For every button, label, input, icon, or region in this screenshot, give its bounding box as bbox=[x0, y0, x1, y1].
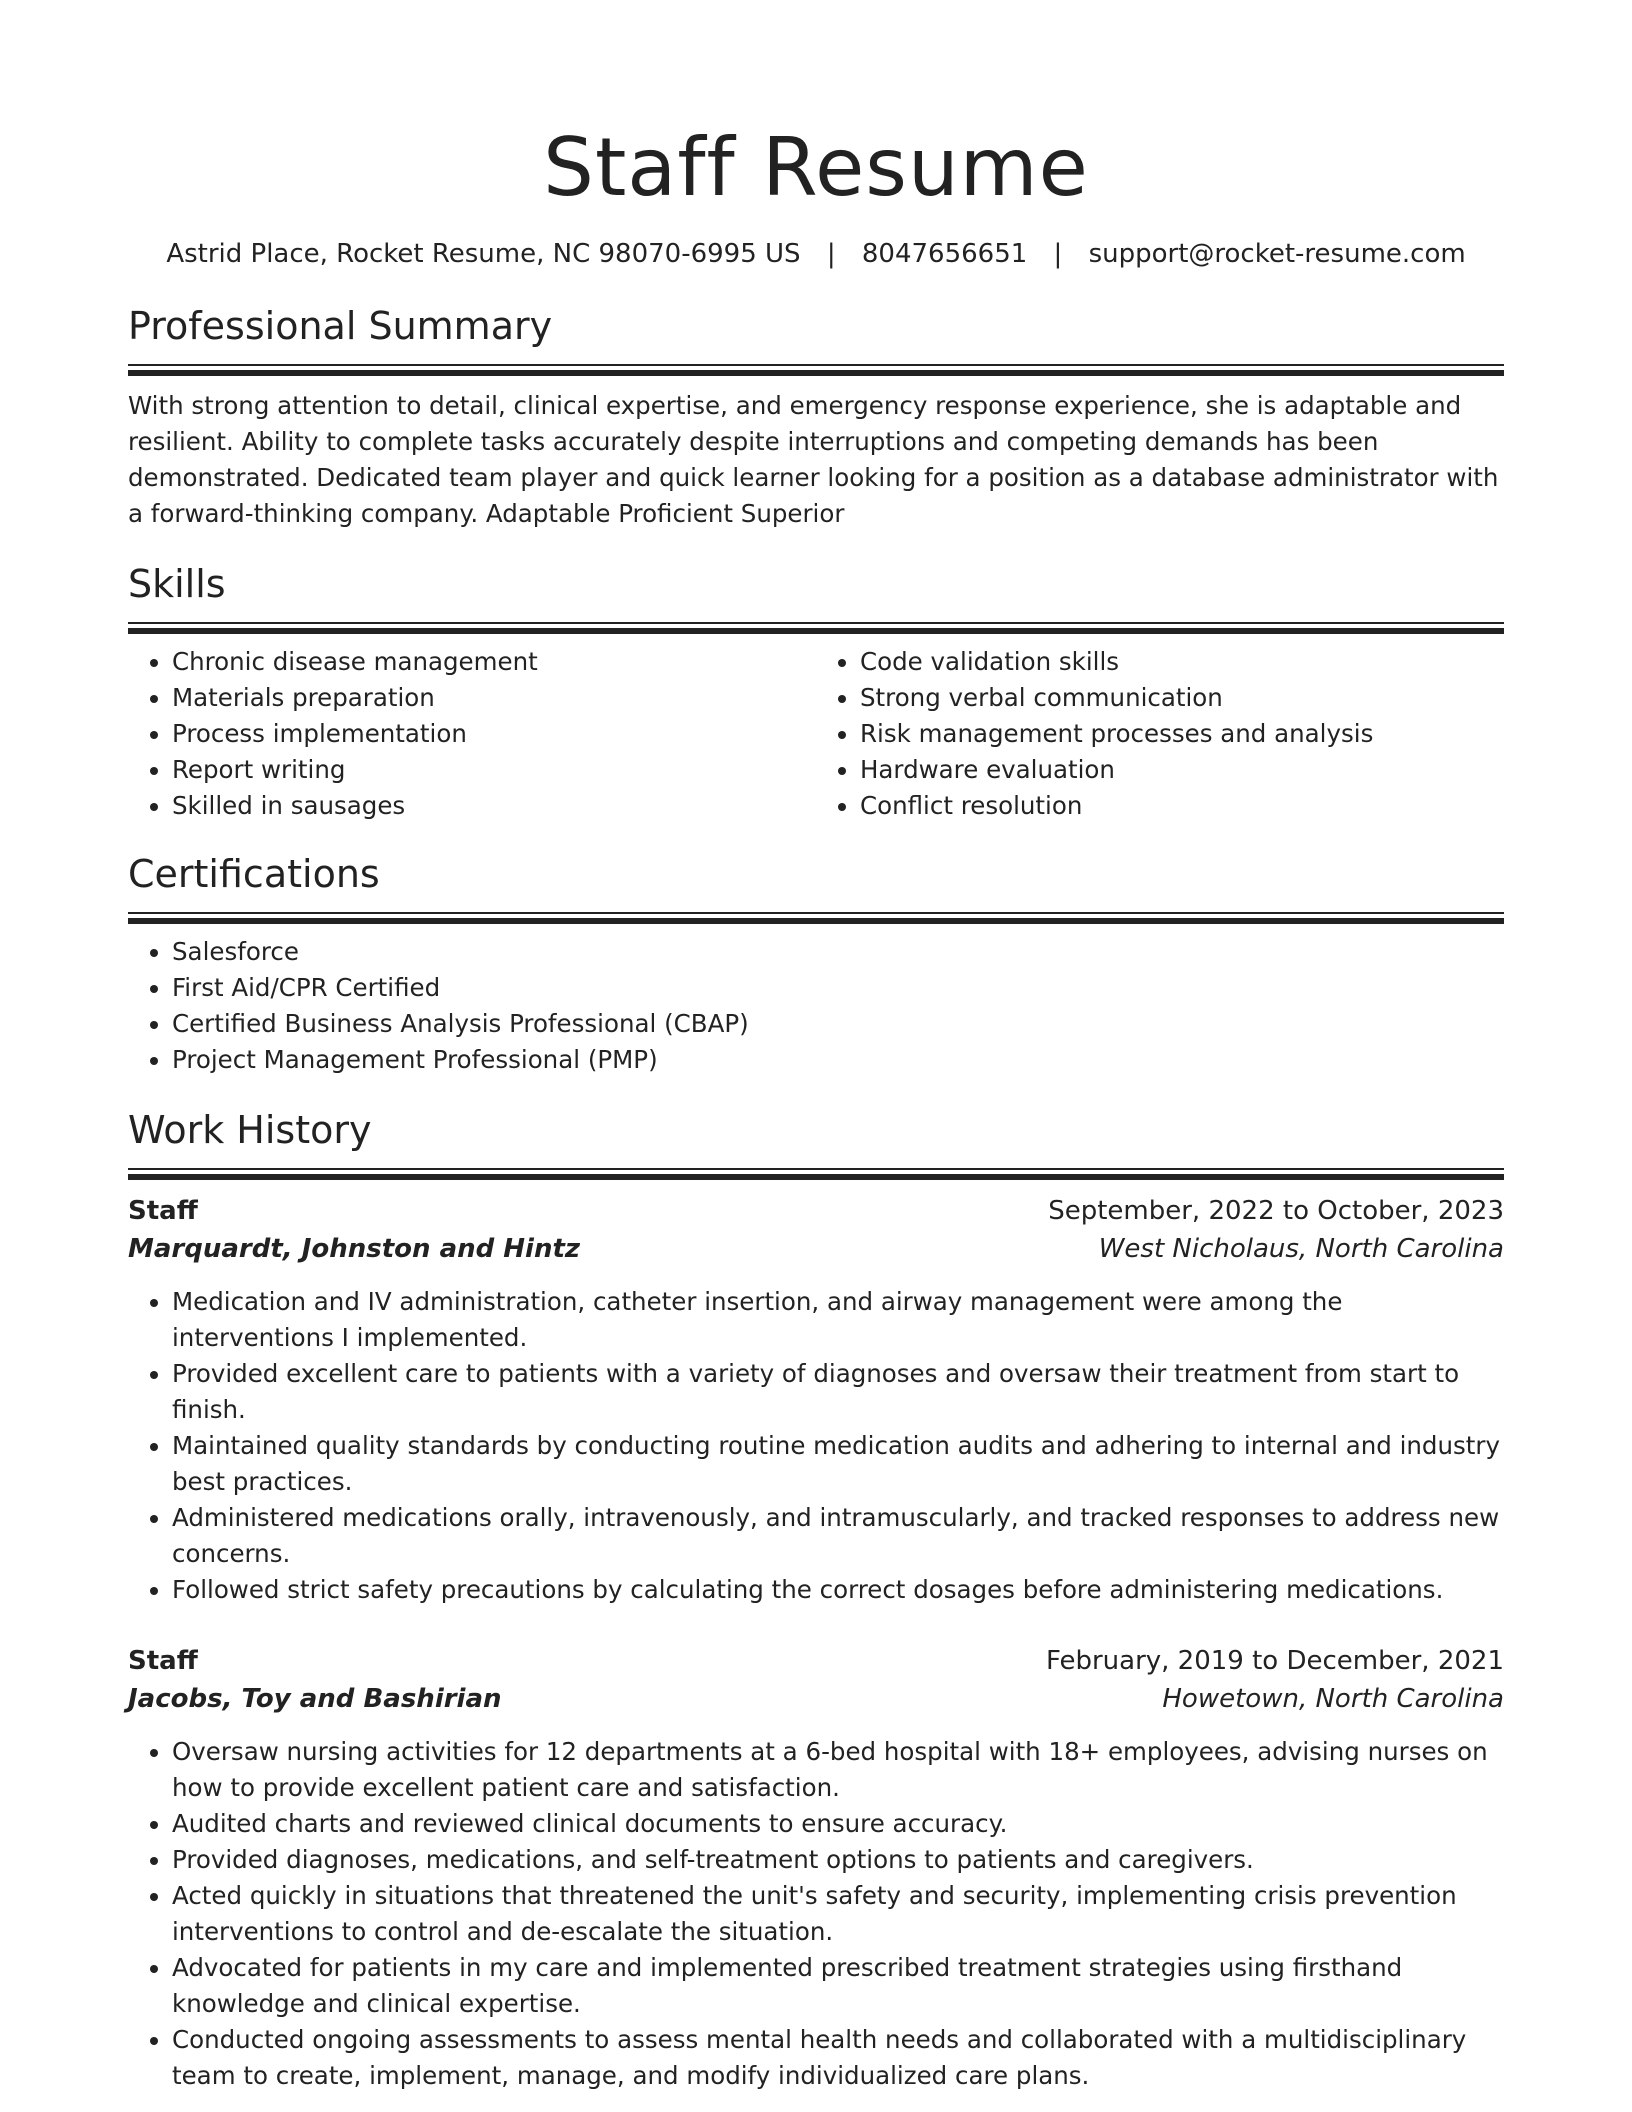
certifications-section bbox=[128, 850, 1504, 1078]
skill-item: • Report writing bbox=[172, 752, 816, 788]
section-heading-skills: Skills bbox=[128, 562, 226, 606]
contact-email: support@rocket-resume.com bbox=[1088, 239, 1466, 269]
summary-section bbox=[128, 302, 1504, 532]
certification-item: • Project Management Professional (PMP) bbox=[172, 1042, 1504, 1078]
job-location: West Nicholaus, North Carolina bbox=[1098, 1234, 1504, 1264]
skill-item: • Code validation skills bbox=[860, 644, 1504, 680]
job-bullet: • Acted quickly in situations that threatened the unit's safety and security, implementing crisis prevention interventions to control and de-escalate the situation. bbox=[172, 1878, 1504, 1950]
skill-item: • Skilled in sausages bbox=[172, 788, 816, 824]
skills-list-right bbox=[816, 644, 1504, 824]
job-dates: February, 2019 to December, 2021 bbox=[1045, 1646, 1504, 1676]
job-company: Jacobs, Toy and Bashirian bbox=[128, 1684, 502, 1714]
certification-item: • Salesforce bbox=[172, 934, 1504, 970]
skill-item: • Process implementation bbox=[172, 716, 816, 752]
work-history-section bbox=[128, 1106, 1504, 2094]
job-title: Staff bbox=[128, 1646, 198, 1676]
page-title: Staff Resume bbox=[543, 121, 1089, 214]
section-heading-summary: Professional Summary bbox=[128, 304, 553, 348]
contact-phone: 8047656651 bbox=[861, 239, 1028, 269]
contact-line bbox=[128, 236, 1504, 272]
job-dates: September, 2022 to October, 2023 bbox=[1048, 1196, 1504, 1226]
job-bullet: • Advocated for patients in my care and implemented prescribed treatment strategies using firsthand knowledge and clinical expertise. bbox=[172, 1950, 1504, 2022]
skill-item: • Risk management processes and analysis bbox=[860, 716, 1504, 752]
skills-list-left bbox=[128, 644, 816, 824]
skill-item: • Chronic disease management bbox=[172, 644, 816, 680]
section-divider bbox=[128, 912, 1504, 924]
section-divider bbox=[128, 622, 1504, 634]
job-bullet: • Followed strict safety precautions by calculating the correct dosages before administering medications. bbox=[172, 1572, 1504, 1608]
section-divider bbox=[128, 1168, 1504, 1180]
contact-address: Astrid Place, Rocket Resume, NC 98070-6995 US bbox=[166, 239, 801, 269]
job-subheader bbox=[128, 1230, 1504, 1268]
skills-columns bbox=[128, 644, 1504, 824]
skill-item: • Materials preparation bbox=[172, 680, 816, 716]
skill-item: • Hardware evaluation bbox=[860, 752, 1504, 788]
skills-section bbox=[128, 560, 1504, 824]
skill-item: • Strong verbal communication bbox=[860, 680, 1504, 716]
job-header bbox=[128, 1642, 1504, 1680]
certifications-list bbox=[128, 934, 1504, 1078]
job-entry bbox=[128, 1192, 1504, 1608]
section-heading-certifications: Certifications bbox=[128, 852, 380, 896]
job-title: Staff bbox=[128, 1196, 198, 1226]
job-bullet: • Medication and IV administration, catheter insertion, and airway management were among the interventions I implemented. bbox=[172, 1284, 1504, 1356]
job-entry bbox=[128, 1642, 1504, 2094]
job-bullet: • Administered medications orally, intravenously, and intramuscularly, and tracked responses to address new concerns. bbox=[172, 1500, 1504, 1572]
contact-separator: | bbox=[826, 239, 836, 269]
job-bullet: • Conducted ongoing assessments to assess mental health needs and collaborated with a multidisciplinary team to create, implement, manage, and modify individualized care plans. bbox=[172, 2022, 1504, 2094]
job-location: Howetown, North Carolina bbox=[1162, 1684, 1504, 1714]
contact-separator: | bbox=[1053, 239, 1063, 269]
job-subheader bbox=[128, 1680, 1504, 1718]
summary-text: With strong attention to detail, clinical expertise, and emergency response experience, she is adaptable and resilient. Ability to complete tasks accurately despite interruptions and competing demands has been demonstrated. Dedicated team player and quick learner looking for a position as a database administrator with a forward-thinking company. Adaptable Proficient Superior bbox=[128, 391, 1499, 528]
job-bullet: • Provided diagnoses, medications, and self-treatment options to patients and caregivers. bbox=[172, 1842, 1504, 1878]
skill-item: • Conflict resolution bbox=[860, 788, 1504, 824]
job-bullet: • Maintained quality standards by conducting routine medication audits and adhering to internal and industry best practices. bbox=[172, 1428, 1504, 1500]
certification-item: • Certified Business Analysis Professional (CBAP) bbox=[172, 1006, 1504, 1042]
job-header bbox=[128, 1192, 1504, 1230]
job-company: Marquardt, Johnston and Hintz bbox=[128, 1234, 581, 1264]
job-bullet: • Audited charts and reviewed clinical documents to ensure accuracy. bbox=[172, 1806, 1504, 1842]
certification-item: • First Aid/CPR Certified bbox=[172, 970, 1504, 1006]
job-bullets bbox=[128, 1734, 1504, 2094]
job-bullet: • Provided excellent care to patients with a variety of diagnoses and oversaw their treatment from start to finish. bbox=[172, 1356, 1504, 1428]
job-bullet: • Oversaw nursing activities for 12 departments at a 6-bed hospital with 18+ employees, advising nurses on how to provide excellent patient care and satisfaction. bbox=[172, 1734, 1504, 1806]
job-bullets bbox=[128, 1284, 1504, 1608]
section-divider bbox=[128, 364, 1504, 376]
section-heading-work-history: Work History bbox=[128, 1108, 372, 1152]
